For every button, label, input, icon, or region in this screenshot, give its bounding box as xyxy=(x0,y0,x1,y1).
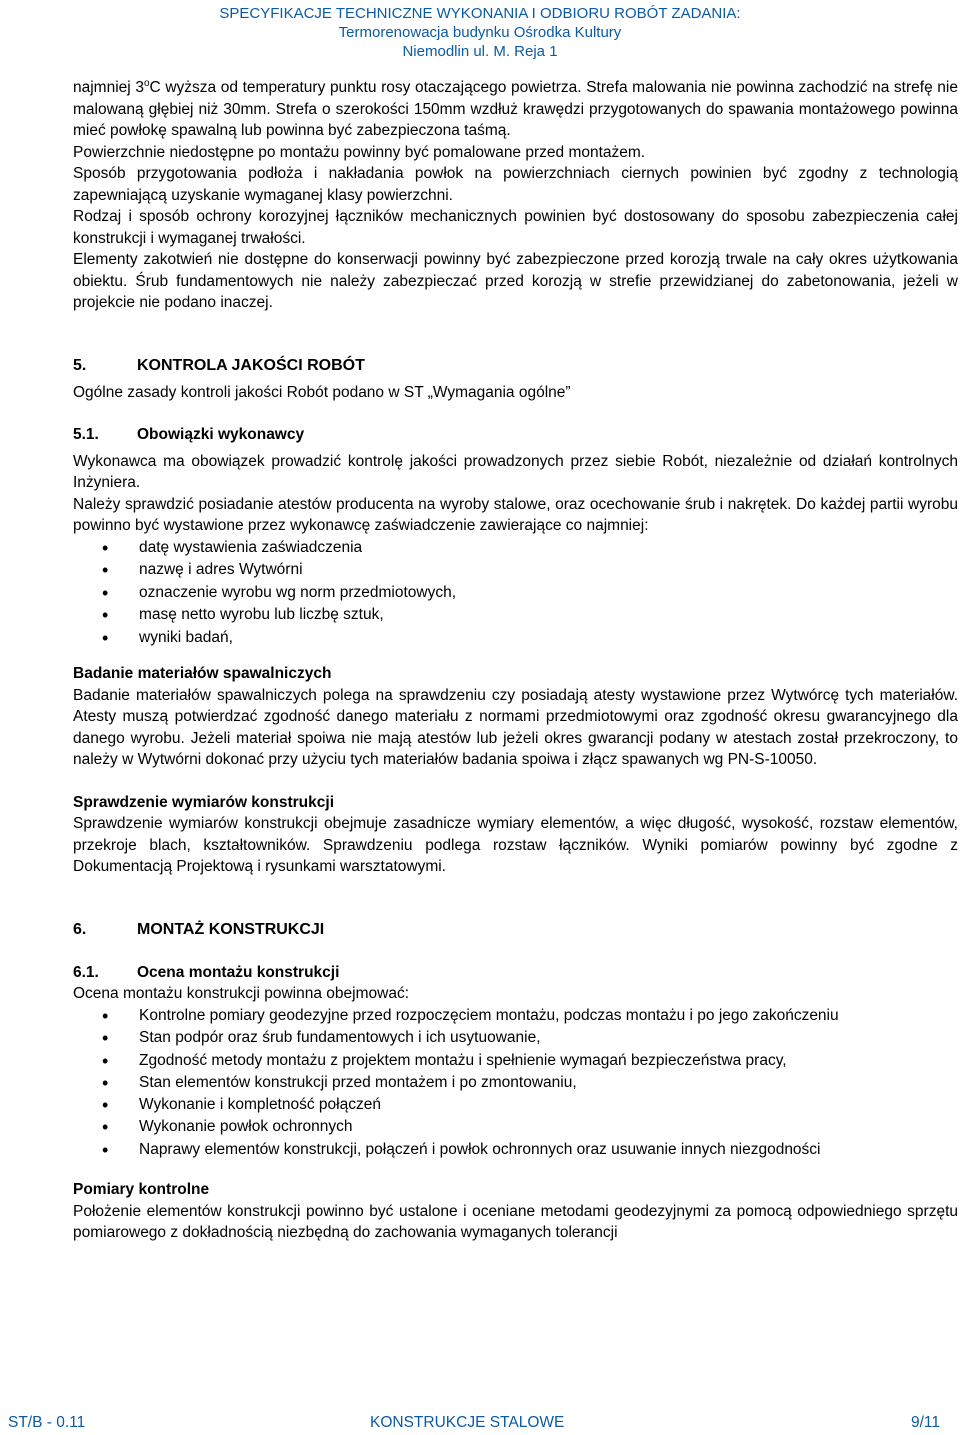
section-5-1-number: 5.1. xyxy=(73,426,99,443)
list-item: • nazwę i adres Wytwórni xyxy=(73,559,958,582)
list-item: • Kontrolne pomiary geodezyjne przed rozpoczęciem montażu, podczas montażu i po jego zakończeniu xyxy=(73,1005,958,1027)
list-item: • wyniki badań, xyxy=(73,627,958,650)
certificate-list xyxy=(73,537,958,650)
section-5-1-paragraph-2: Należy sprawdzić posiadanie atestów producenta na wyroby stalowe, oraz ocechowanie śrub i nakrętek. Do każdej partii wyrobu powinno być wystawione przez wykonawcę zaświadczenie zawierające co najmniej: xyxy=(73,495,958,534)
intro-paragraph-5: Elementy zakotwień nie dostępne do konserwacji powinny być zabezpieczone przed korozją trwale na cały okres użytkowania obiektu. Śrub fundamentowych nie należy zabezpieczać przed korozją w strefie przewidzianej do zabetonowania, jeżeli w projekcie nie podano inaczej. xyxy=(73,251,958,311)
section-5-1-title: Obowiązki wykonawcy xyxy=(137,426,305,443)
header-address: Niemodlin ul. M. Reja 1 xyxy=(402,43,558,60)
weld-materials-text: Badanie materiałów spawalniczych polega na sprawdzeniu czy posiadają atesty wystawione przez Wytwórcę tych materiałów. Atesty muszą potwierdzać zgodność danego materiału z normami przedmiotowymi oraz zgodność okresu gwarancyjnego dla danego wyrobu. Jeżeli materiał spoiwa nie mają atestów lub jeżeli okres gwarancji podany w atestach został przekroczony, to należy w Wytwórni dokonać przy użyciu tych materiałów badania spoiwa i złącz spawanych wg PN-S-10050. xyxy=(73,686,958,769)
section-6-heading xyxy=(73,919,958,941)
intro-p1-start: najmniej 3 xyxy=(73,79,144,96)
intro-paragraph-3: Sposób przygotowania podłoża i nakładania powłok na powierzchniach ciernych powinien być zgodny z technologią zapewniającą uzyskanie wymaganej klasy powierzchni. xyxy=(73,165,958,204)
dimension-check-heading: Sprawdzenie wymiarów konstrukcji xyxy=(73,793,334,811)
intro-paragraph-4: Rodzaj i sposób ochrony korozyjnej łączników mechanicznych powinien być dostosowany do sposobu zabezpieczenia całej konstrukcji i wymaganej trwałości. xyxy=(73,208,958,247)
page-header xyxy=(0,4,960,61)
section-6-1-heading xyxy=(73,962,958,984)
section-5-intro: Ogólne zasady kontroli jakości Robót podano w ST „Wymagania ogólne” xyxy=(73,383,571,401)
list-item: • Zgodność metody montażu z projektem montażu i spełnienie wymagań bezpieczeństwa pracy, xyxy=(73,1050,958,1072)
list-item: • Stan podpór oraz śrub fundamentowych i ich usytuowanie, xyxy=(73,1027,958,1049)
list-item: • Naprawy elementów konstrukcji, połączeń i powłok ochronnych oraz usuwanie innych niezgodności xyxy=(73,1139,958,1161)
assembly-assessment-list xyxy=(73,1005,958,1161)
list-item: • Wykonanie i kompletność połączeń xyxy=(73,1094,958,1116)
control-measurements-heading: Pomiary kontrolne xyxy=(73,1181,210,1199)
list-item: • Wykonanie powłok ochronnych xyxy=(73,1116,958,1138)
section-6-1-intro: Ocena montażu konstrukcji powinna obejmować: xyxy=(73,985,410,1003)
footer-doc-code: ST/B - 0.11 xyxy=(8,1414,86,1431)
list-item: • masę netto wyrobu lub liczbę sztuk, xyxy=(73,604,958,627)
list-item: • oznaczenie wyrobu wg norm przedmiotowych, xyxy=(73,582,958,605)
list-item: • Stan elementów konstrukcji przed montażem i po zmontowaniu, xyxy=(73,1072,958,1094)
header-project: Termorenowacja budynku Ośrodka Kultury xyxy=(338,24,622,41)
intro-p1-rest: C wyższa od temperatury punktu rosy otaczającego powietrza. Strefa malowania nie powinna zachodzić na strefę nie malowaną głębiej niż 30mm. Strefa o szerokości 150mm wzdłuż krawędzi przygotowanych do spawania montażowego powinna mieć powłokę spawalną lub powinna być zabezpieczona taśmą. xyxy=(73,79,958,139)
intro-paragraph-1 xyxy=(73,77,958,142)
section-5-heading xyxy=(73,355,958,377)
section-6-title: MONTAŻ KONSTRUKCJI xyxy=(137,920,325,938)
control-measurements-text: Położenie elementów konstrukcji powinno być ustalone i oceniane metodami geodezyjnymi za pomocą odpowiedniego sprzętu pomiarowego z dokładnością niezbędną do zachowania wymaganych tolerancji xyxy=(73,1202,958,1242)
section-5-1-paragraph-1: Wykonawca ma obowiązek prowadzić kontrolę jakości prowadzonych przez siebie Robót, niezależnie od działań kontrolnych Inżyniera. xyxy=(73,452,958,491)
section-5-title: KONTROLA JAKOŚCI ROBÓT xyxy=(137,356,365,374)
document-body xyxy=(73,77,958,1244)
footer-section-title: KONSTRUKCJE STALOWE xyxy=(370,1414,565,1431)
intro-paragraph-2: Powierzchnie niedostępne po montażu powinny być pomalowane przed montażem. xyxy=(73,143,646,161)
section-5-1-heading xyxy=(73,424,958,446)
list-item: • datę wystawienia zaświadczenia xyxy=(73,537,958,560)
degree-sup: o xyxy=(143,77,150,89)
weld-materials-heading: Badanie materiałów spawalniczych xyxy=(73,665,332,683)
dimension-check-text: Sprawdzenie wymiarów konstrukcji obejmuje zasadnicze wymiary elementów, a więc długość, wysokość, rozstaw elementów, przekroje blach, kształtowników. Sprawdzeniu podlega rozstaw łączników. Wyniki pomiarów powinny być zgodne z Dokumentacją Projektową i rysunkami warsztatowymi. xyxy=(73,815,958,876)
section-6-number: 6. xyxy=(73,920,87,938)
section-6-1-title: Ocena montażu konstrukcji xyxy=(137,963,340,981)
section-6-1-number: 6.1. xyxy=(73,963,99,981)
header-title: SPECYFIKACJE TECHNICZNE WYKONANIA I ODBIORU ROBÓT ZADANIA: xyxy=(219,5,741,22)
footer-page-number: 9/11 xyxy=(910,1414,940,1431)
section-5-number: 5. xyxy=(73,356,87,374)
